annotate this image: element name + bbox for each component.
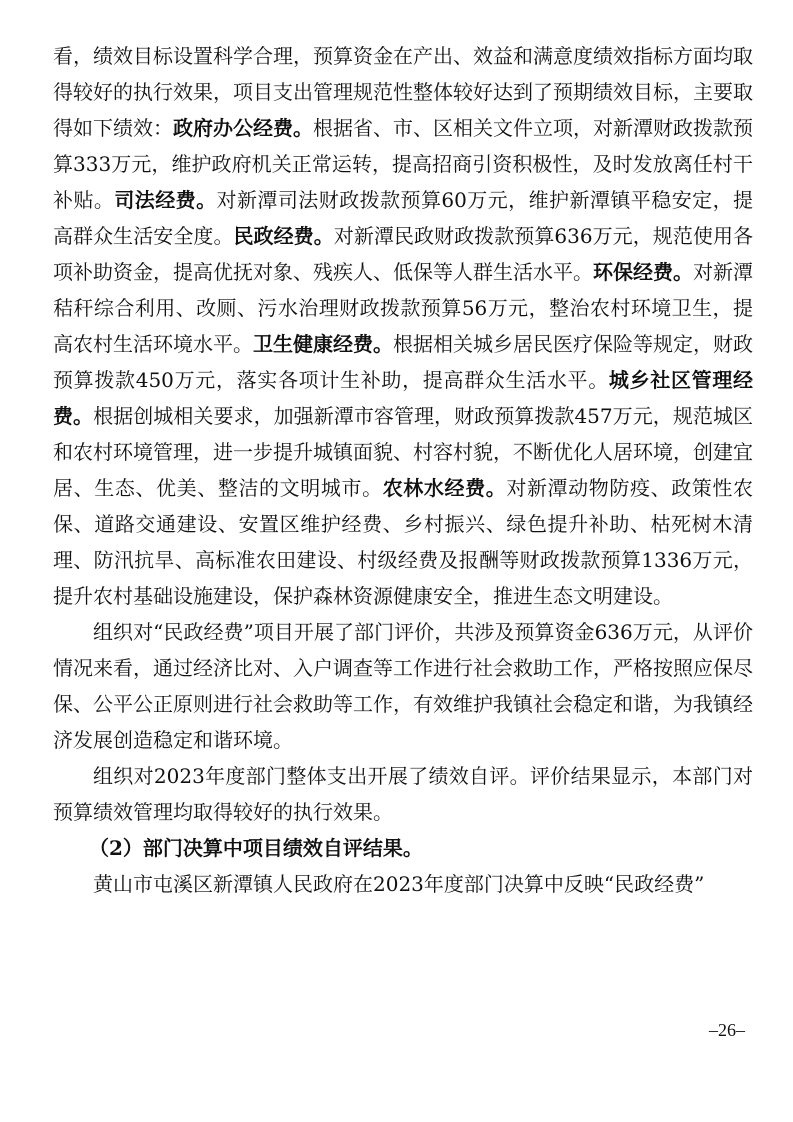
expense-category-label: 民政经费。 <box>233 224 334 248</box>
paragraph-text-run: 对新潭动物防疫、政策性农保、道路交通建设、安置区维护经费、乡村振兴、绿色提升补助、枯死树木清理、防汛抗旱、高标准农田建设、村级经费及报酬等财政拨款预算1336万元，提升农村基础设施建设，保护森林资源健康安全，推进生态文明建设。 <box>53 476 754 608</box>
final-results-paragraph: 黄山市屯溪区新潭镇人民政府在2023年度部门决算中反映“民政经费” <box>93 872 705 896</box>
expense-category-label: 城乡社区管理经费。 <box>53 368 753 428</box>
expense-category-label: 卫生健康经费。 <box>253 332 393 356</box>
expense-category-label: 环保经费。 <box>593 260 693 284</box>
paragraph-text-run: 对新潭秸秆综合利用、改厕、污水治理财政拨款预算56万元，整治农村环境卫生，提高农村生活环境水平。 <box>53 260 753 356</box>
section-heading: （2）部门决算中项目绩效自评结果。 <box>89 836 423 860</box>
expense-category-label: 政府办公经费。 <box>173 116 313 140</box>
page-number: –26– <box>709 1020 745 1040</box>
expense-category-label: 农林水经费。 <box>382 476 507 500</box>
performance-summary-paragraph <box>53 38 753 614</box>
self-evaluation-paragraph: 组织对2023年度部门整体支出开展了绩效自评。评价结果显示，本部门对预算绩效管理均取得较好的执行效果。 <box>53 764 753 824</box>
document-page <box>53 38 753 902</box>
expense-category-label: 司法经费。 <box>114 188 217 212</box>
paragraph-text-run: 对新潭民政财政拨款预算636万元，规范使用各项补助资金，提高优抚对象、残疾人、低保等人群生活水平。 <box>53 224 753 284</box>
paragraph-text-run: 看，绩效目标设置科学合理，预算资金在产出、效益和满意度绩效指标方面均取得较好的执行效果，项目支出管理规范性整体较好达到了预期绩效目标，主要取得如下绩效： <box>53 44 753 140</box>
paragraph-text-run: 对新潭司法财政拨款预算60万元，维护新潭镇平稳安定，提高群众生活安全度。 <box>53 188 754 248</box>
paragraph-text-run: 根据省、市、区相关文件立项，对新潭财政拨款预算333万元，维护政府机关正常运转，提高招商引资积极性，及时发放离任村干补贴。 <box>53 116 753 212</box>
civil-affairs-evaluation-paragraph: 组织对“民政经费”项目开展了部门评价，共涉及预算资金636万元，从评价情况来看，通过经济比对、入户调查等工作进行社会救助工作，严格按照应保尽保、公平公正原则进行社会救助等工作，有效维护我镇社会稳定和谐，为我镇经济发展创造稳定和谐环境。 <box>53 620 753 752</box>
paragraph-text-run: 根据创城相关要求，加强新潭市容管理，财政预算拨款457万元，规范城区和农村环境管理，进一步提升城镇面貌、村容村貌，不断优化人居环境，创建宜居、生态、优美、整洁的文明城市。 <box>53 404 754 500</box>
paragraph-text-run: 根据相关城乡居民医疗保险等规定，财政预算拨款450万元，落实各项计生补助，提高群众生活水平。 <box>53 332 753 392</box>
